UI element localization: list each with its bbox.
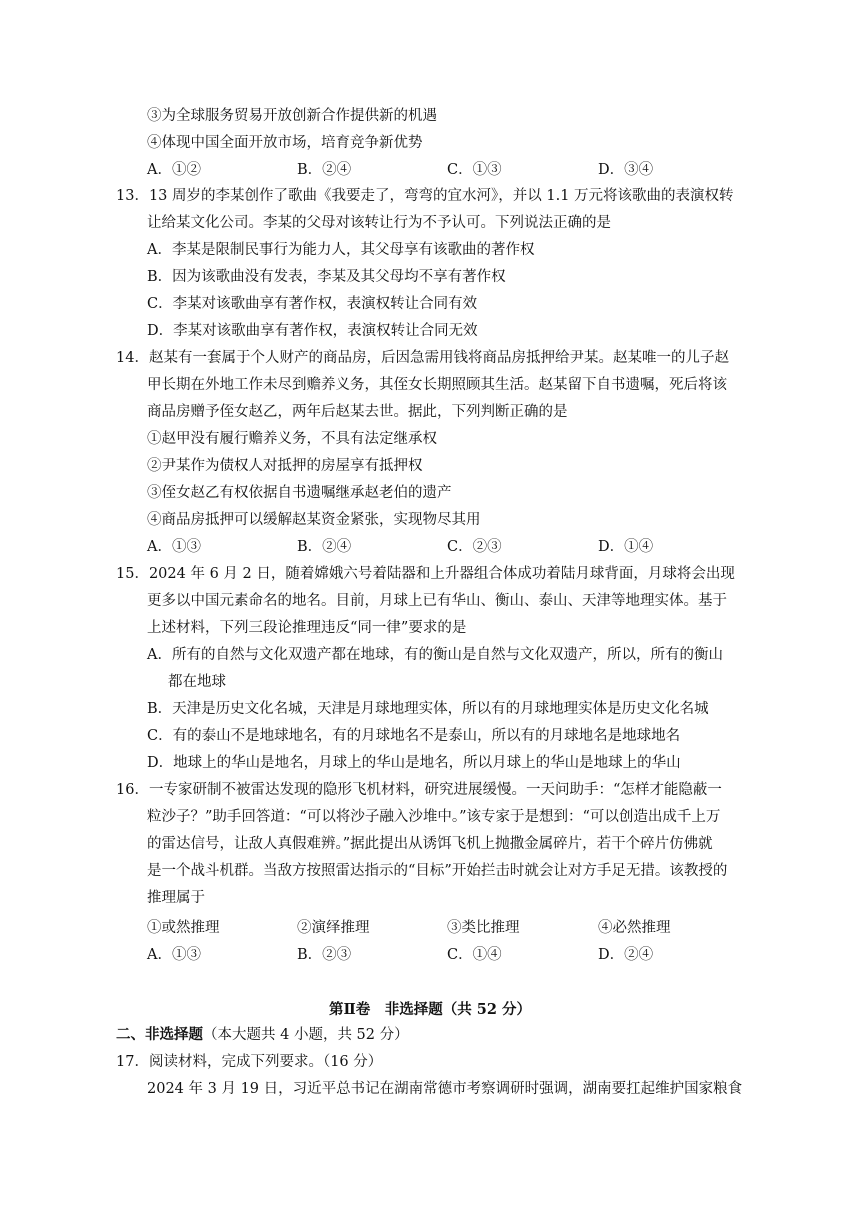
q14-stem-line-1: 14．赵某有一套属于个人财产的商品房，后因急需用钱将商品房抵押给尹某。赵某唯一的儿子赵: [116, 350, 729, 366]
q17-stem-line-1: 17．阅读材料，完成下列要求。（16 分）: [116, 1054, 383, 1070]
q14-option-a: A．①③: [147, 539, 201, 555]
q14-item-2: ②尹某作为债权人对抵押的房屋享有抵押权: [147, 458, 423, 474]
q12-item-4: ④体现中国全面开放市场，培育竞争新优势: [147, 135, 423, 151]
q16-item-1: ①或然推理: [147, 920, 220, 936]
q14-option-b: B．②④: [297, 539, 352, 555]
q17-stem-line-2: 2024 年 3 月 19 日，习近平总书记在湖南常德市考察调研时强调，湖南要扛起维护国家粮食: [147, 1081, 743, 1097]
q13-option-a: A．李某是限制民事行为能力人，其父母享有该歌曲的著作权: [147, 242, 535, 258]
q15-option-c: C．有的泰山不是地球地名，有的月球地名不是泰山，所以有的月球地名是地球地名: [147, 728, 681, 744]
q12-option-c: C．①③: [447, 162, 502, 178]
q15-stem-line-2: 更多以中国元素命名的地名。目前，月球上已有华山、衡山、泰山、天津等地理实体。基于: [147, 593, 727, 609]
q13-option-c: C．李某对该歌曲享有著作权，表演权转让合同有效: [147, 296, 478, 312]
q16-option-c: C．①④: [447, 947, 502, 963]
q13-option-d: D．李某对该歌曲享有著作权，表演权转让合同无效: [147, 323, 478, 339]
q15-option-a: A．所有的自然与文化双遗产都在地球，有的衡山是自然与文化双遗产，所以，所有的衡山: [147, 647, 723, 663]
q16-stem-line-2: 粒沙子？”助手回答道：“可以将沙子融入沙堆中。”该专家于是想到：“可以创造出成千上万: [147, 809, 721, 825]
q16-item-3: ③类比推理: [447, 920, 520, 936]
q12-options: [147, 160, 860, 180]
q16-stem-line-4: 是一个战斗机群。当敌方按照雷达指示的“目标”开始拦击时就会让对方手足无措。该教授的: [147, 863, 728, 879]
q15-option-a-continued: 都在地球: [168, 674, 226, 690]
q14-option-d: D．①④: [598, 539, 654, 555]
q14-item-3: ③侄女赵乙有权依据自书遗嘱继承赵老伯的遗产: [147, 485, 452, 501]
q14-stem-line-3: 商品房赠予侄女赵乙，两年后赵某去世。据此，下列判断正确的是: [147, 404, 568, 420]
q15-option-d: D．地球上的华山是地名，月球上的华山是地名，所以月球上的华山是地球上的华山: [147, 755, 681, 771]
q12-option-b: B．②④: [297, 162, 352, 178]
q16-option-a: A．①③: [147, 947, 201, 963]
q13-option-b: B．因为该歌曲没有发表，李某及其父母均不享有著作权: [147, 269, 506, 285]
q16-stem-line-5: 推理属于: [147, 890, 205, 906]
q14-item-1: ①赵甲没有履行赡养义务，不具有法定继承权: [147, 431, 437, 447]
q15-stem-line-3: 上述材料，下列三段论推理违反“同一律”要求的是: [147, 620, 467, 636]
q14-options: [147, 537, 860, 557]
q14-option-c: C．②③: [447, 539, 502, 555]
q16-option-b: B．②③: [297, 947, 352, 963]
q12-option-d: D．③④: [598, 162, 654, 178]
q16-stem-line-1: 16．一专家研制不被雷达发现的隐形飞机材料，研究进展缓慢。一天问助手：“怎样才能隐蔽一: [116, 782, 722, 798]
q12-item-3: ③为全球服务贸易开放创新合作提供新的机遇: [147, 108, 437, 124]
q13-stem-line-2: 让给某文化公司。李某的父母对该转让行为不予认可。下列说法正确的是: [147, 215, 611, 231]
q16-item-2: ②演绎推理: [297, 920, 370, 936]
q16-item-4: ④必然推理: [598, 920, 671, 936]
q13-stem-line-1: 13．13 周岁的李某创作了歌曲《我要走了，弯弯的宜水河》，并以 1.1 万元将该歌曲的表演权转: [116, 188, 734, 204]
section-2-note: （本大题共 4 小题，共 52 分）: [203, 1027, 409, 1043]
q16-items: [147, 918, 860, 938]
section-2-title: 二、非选择题: [116, 1026, 203, 1043]
q15-stem-line-1: 15．2024 年 6 月 2 日，随着嫦娥六号着陆器和上升器组合体成功着陆月球背面，月球将会出现: [116, 566, 735, 582]
q14-item-4: ④商品房抵押可以缓解赵某资金紧张，实现物尽其用: [147, 512, 481, 528]
part2-heading: 第Ⅱ卷 非选择题（共 52 分）: [329, 1001, 531, 1018]
q16-option-d: D．②④: [598, 947, 654, 963]
q14-stem-line-2: 甲长期在外地工作未尽到赡养义务，其侄女长期照顾其生活。赵某留下自书遗嘱，死后将该: [147, 377, 727, 393]
section-2-heading: [116, 1025, 409, 1045]
q15-option-b: B．天津是历史文化名城，天津是月球地理实体，所以有的月球地理实体是历史文化名城: [147, 701, 709, 717]
q16-stem-line-3: 的雷达信号，让敌人真假难辨。”据此提出从诱饵飞机上抛撒金属碎片，若干个碎片仿佛就: [147, 836, 713, 852]
q12-option-a: A．①②: [147, 162, 201, 178]
q16-options: [147, 945, 860, 965]
